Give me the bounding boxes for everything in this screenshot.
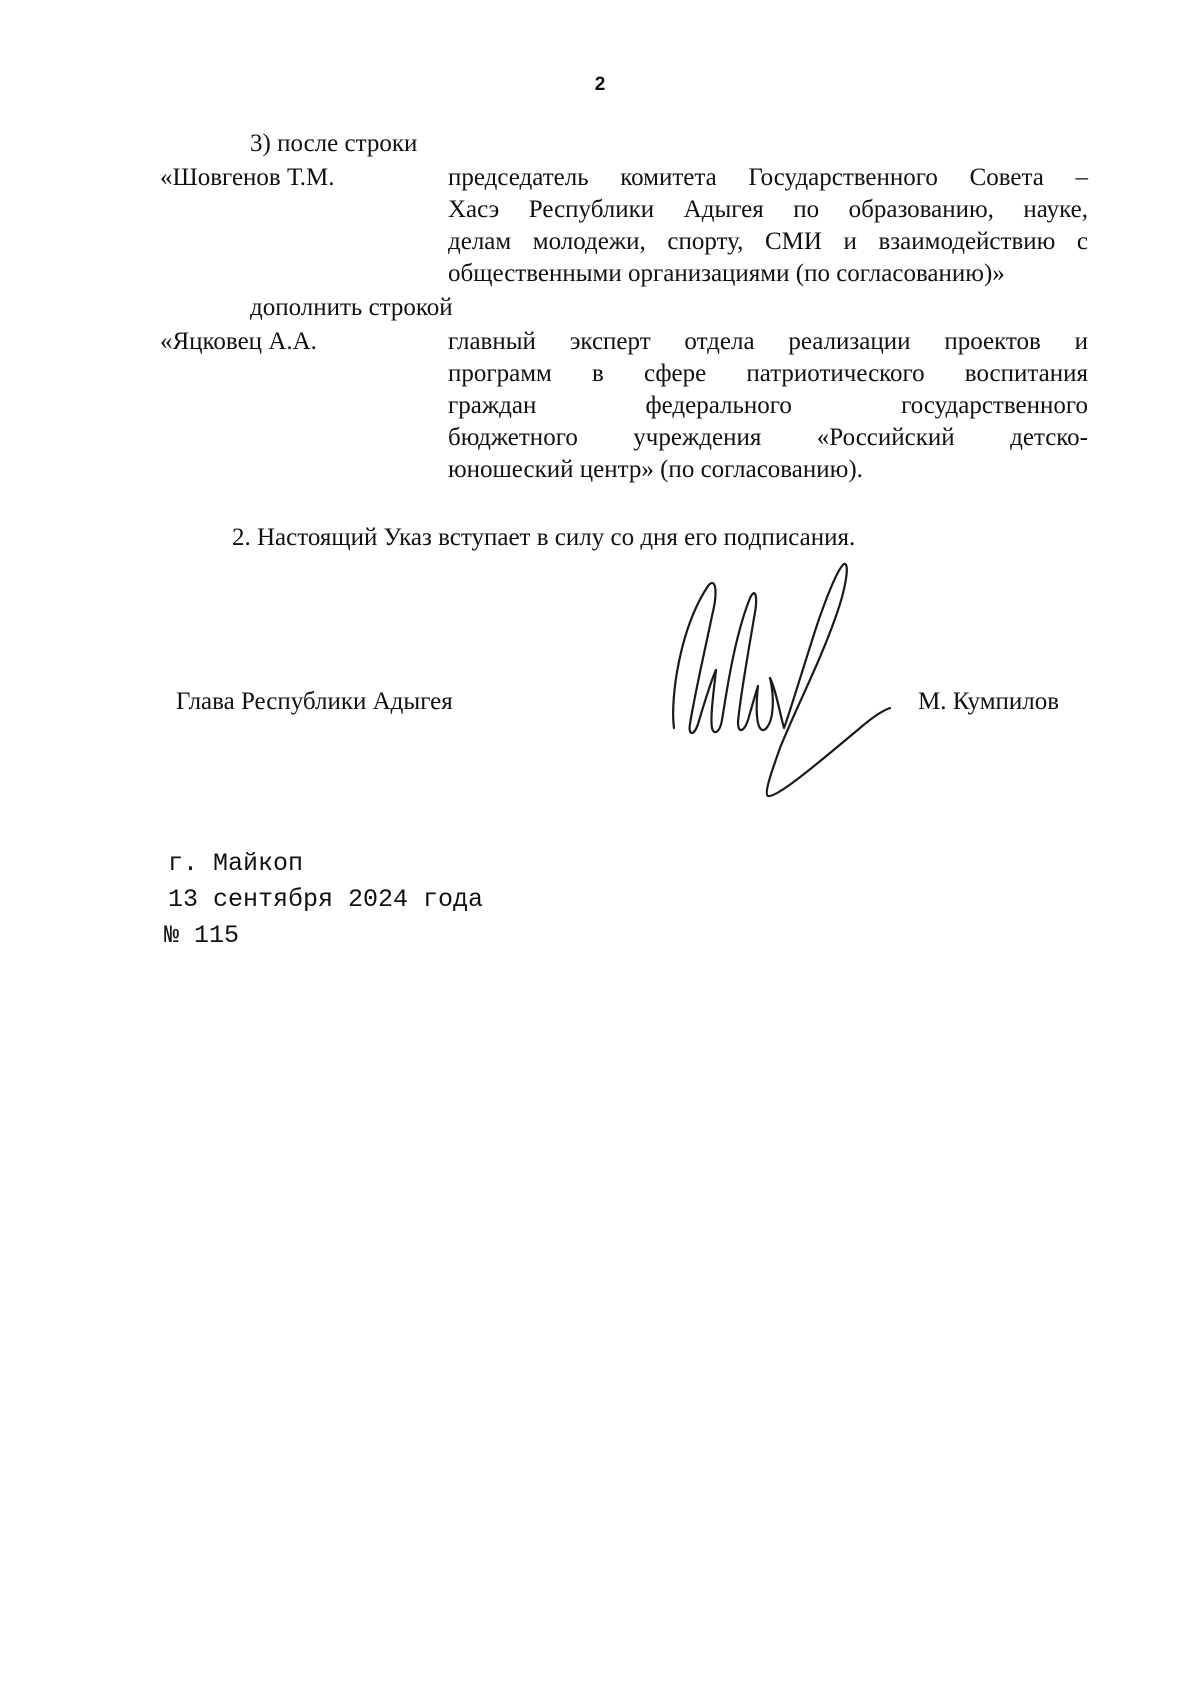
item-3-intro: 3) после строки: [250, 130, 418, 157]
entry-1-role-line: председатель комитета Государственного Совета –: [448, 164, 1088, 191]
signature-image: [660, 558, 920, 818]
entry-2-role-line: главный эксперт отдела реализации проектов и: [448, 328, 1088, 355]
entry-1-name: «Шовгенов Т.М.: [160, 164, 335, 191]
page-number: 2: [594, 74, 606, 95]
entry-2-role-line: юношеский центр» (по согласованию).: [448, 456, 863, 483]
footer-city: г. Майкоп: [168, 849, 304, 878]
add-line-instruction: дополнить строкой: [250, 294, 453, 321]
entry-2-role-line: граждан федерального государственного: [448, 392, 1088, 419]
entry-2-role: [448, 326, 1088, 486]
entry-1-role: [448, 162, 1088, 290]
entry-1-role-line: Хасэ Республики Адыгея по образованию, науке,: [448, 196, 1088, 223]
signatory-name: М. Кумпилов: [918, 688, 1060, 715]
footer-date: 13 сентября 2024 года: [168, 885, 484, 914]
clause-2: 2. Настоящий Указ вступает в силу со дня его подписания.: [232, 524, 856, 551]
entry-1-role-line: делам молодежи, спорту, СМИ и взаимодействию с: [448, 228, 1088, 255]
entry-2-role-line: программ в сфере патриотического воспитания: [448, 360, 1088, 387]
entry-1-role-line: общественными организациями (по согласованию)»: [448, 260, 1005, 287]
entry-2-name: «Яцковец А.А.: [160, 328, 317, 355]
signatory-title: Глава Республики Адыгея: [176, 688, 453, 715]
footer-number: № 115: [164, 921, 240, 950]
entry-2-role-line: бюджетного учреждения «Российский детско-: [448, 424, 1088, 451]
